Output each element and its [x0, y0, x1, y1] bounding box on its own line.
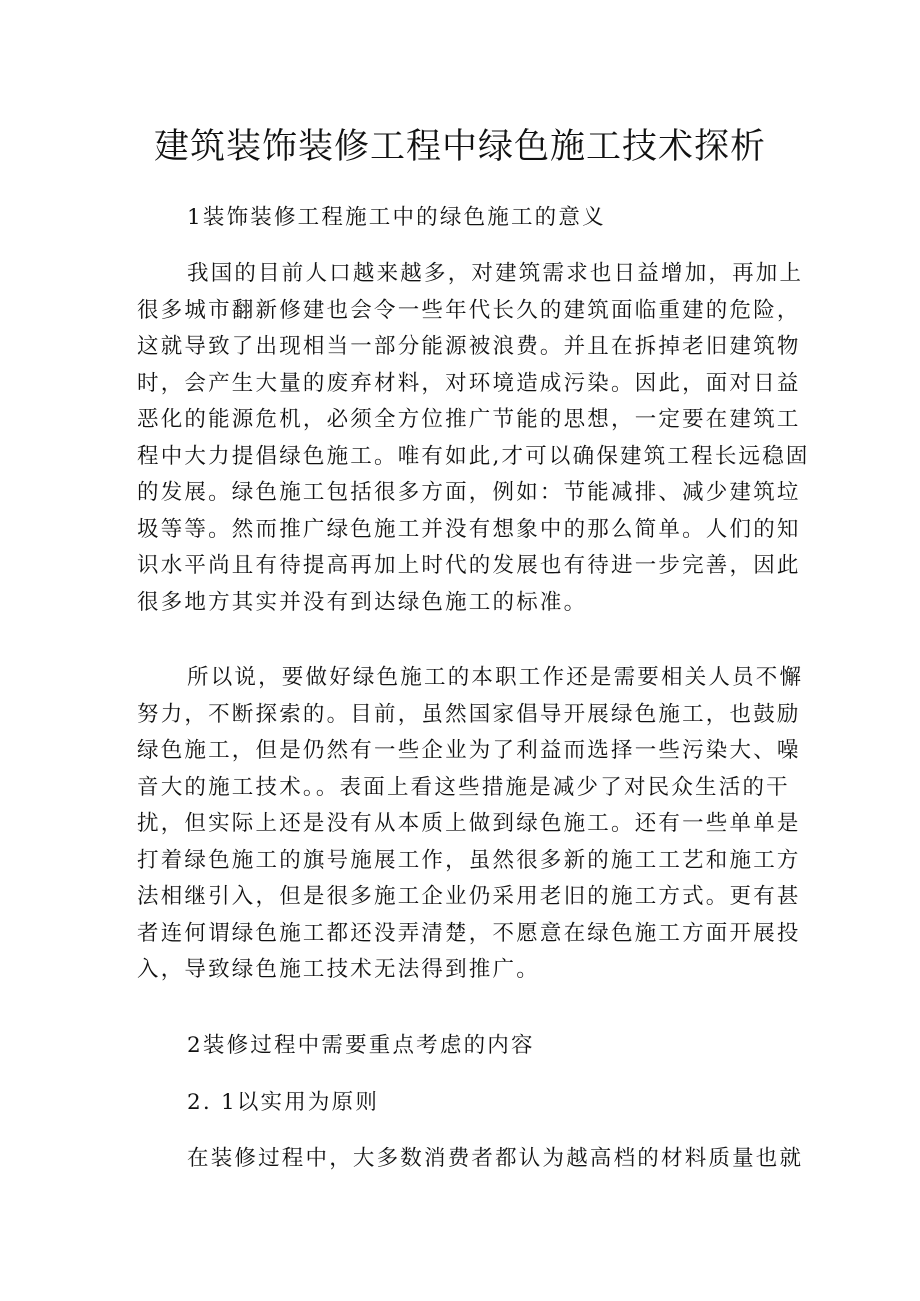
subsection-heading-2-1: 2. 1以实用为原则 — [187, 1090, 380, 1115]
paragraph-1-line: 这就导致了出现相当一部分能源被浪费。并且在拆掉老旧建筑物 — [137, 334, 801, 359]
section-heading-1: 1装饰装修工程施工中的绿色施工的意义 — [187, 205, 606, 230]
paragraph-2-line: 入，导致绿色施工技术无法得到推广。 — [137, 957, 540, 982]
paragraph-1 — [137, 256, 810, 621]
paragraph-2-line: 绿色施工，但是仍然有一些企业为了利益而选择一些污染大、噪 — [137, 738, 801, 763]
paragraph-1-line: 程中大力提倡绿色施工。唯有如此,才可以确保建筑工程长远稳固 — [137, 443, 810, 469]
paragraph-1-line: 圾等等。然而推广绿色施工并没有想象中的那么简单。人们的知 — [137, 516, 801, 542]
paragraph-1-line: 的发展。绿色施工包括很多方面，例如：节能减排、减少建筑垃 — [137, 480, 801, 505]
paragraph-1-line: 我国的目前人口越来越多，对建筑需求也日益增加，再加上 — [187, 261, 804, 286]
paragraph-2-line: 法相继引入，但是很多施工企业仍采用老旧的施工方式。更有甚 — [137, 884, 801, 909]
paragraph-3 — [137, 1141, 804, 1178]
paragraph-2-line: 者连何谓绿色施工都还没弄清楚，不愿意在绿色施工方面开展投 — [137, 920, 801, 946]
paragraph-2-line: 扰，但实际上还是没有从本质上做到绿色施工。还有一些单单是 — [137, 811, 801, 836]
paragraph-2-line: 所以说，要做好绿色施工的本职工作还是需要相关人员不懈 — [187, 665, 804, 690]
paragraph-1-line: 识水平尚且有待提高再加上时代的发展也有待进一步完善，因此 — [137, 553, 801, 578]
paragraph-2-line: 努力，不断探索的。目前，虽然国家倡导开展绿色施工，也鼓励 — [137, 701, 801, 727]
section-heading-2: 2装修过程中需要重点考虑的内容 — [187, 1033, 535, 1058]
paragraph-2 — [137, 660, 804, 989]
paragraph-1-line: 恶化的能源危机，必须全方位推广节能的思想，一定要在建筑工 — [137, 407, 801, 432]
paragraph-3-line: 在装修过程中，大多数消费者都认为越高档的材料质量也就 — [187, 1146, 804, 1171]
paragraph-1-line: 时，会产生大量的废弃材料，对环境造成污染。因此，面对日益 — [137, 370, 801, 396]
paragraph-2-line: 打着绿色施工的旗号施展工作，虽然很多新的施工工艺和施工方 — [137, 847, 801, 873]
paragraph-2-line: 音大的施工技术。。表面上看这些措施是减少了对民众生活的干 — [137, 774, 790, 800]
document-title: 建筑装饰装修工程中绿色施工技术探析 — [153, 127, 766, 167]
paragraph-1-line: 很多地方其实并没有到达绿色施工的标准。 — [137, 589, 588, 615]
paragraph-1-line: 很多城市翻新修建也会令一些年代长久的建筑面临重建的危险， — [137, 297, 801, 323]
